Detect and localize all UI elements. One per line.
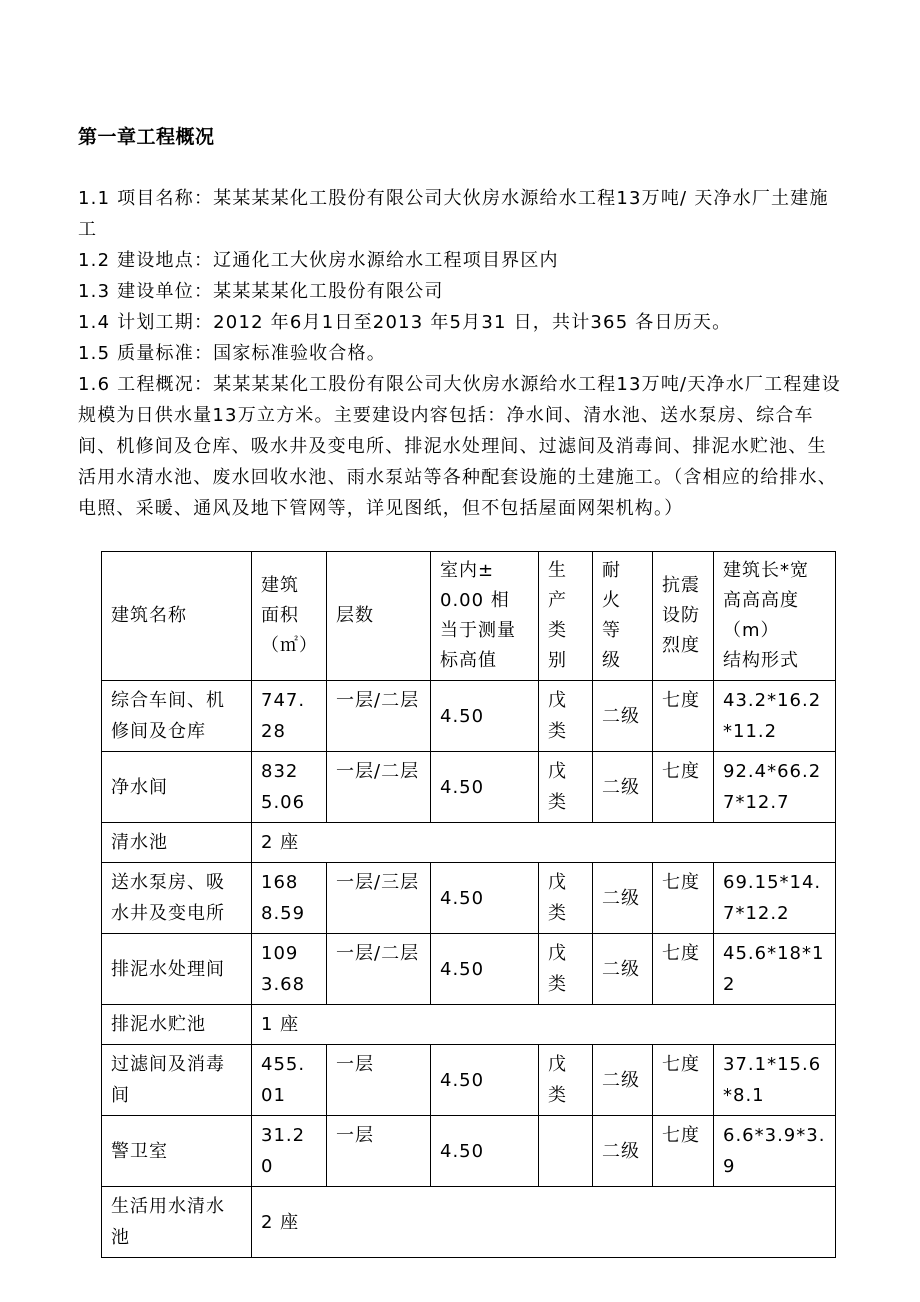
item-label: 1.6 工程概况：	[78, 374, 214, 395]
header-line: 设防	[662, 605, 700, 626]
table-header-cell	[327, 552, 431, 681]
dimensions-cell: 92.4*66.27*12.7	[714, 752, 836, 823]
building-spec-table	[101, 551, 836, 1258]
table-row	[102, 1187, 836, 1258]
class-cell: 戊类	[539, 752, 593, 823]
elevation-cell: 4.50	[431, 934, 539, 1005]
item-label: 1.1 项目名称：	[78, 188, 214, 209]
area-cell: 31.20	[252, 1116, 327, 1187]
item-text: 国家标准验收合格。	[213, 343, 386, 364]
item-overview	[78, 369, 843, 524]
item-label: 1.4 计划工期：	[78, 312, 214, 333]
fire-rating-cell: 二级	[593, 934, 653, 1005]
table-row	[102, 863, 836, 934]
header-line: （㎡）	[261, 635, 318, 656]
class-cell: 戊类	[539, 1045, 593, 1116]
elevation-cell: 4.50	[431, 681, 539, 752]
table-header-cell	[102, 552, 252, 681]
header-line: 抗震	[662, 575, 700, 596]
table-row	[102, 1005, 836, 1045]
header-line: （m）	[723, 620, 780, 641]
quantity-cell: 2 座	[252, 1187, 836, 1258]
item-text: 2012 年6月1日至2013 年5月31 日，共计365 各日历天。	[213, 312, 732, 333]
header-line: 标高值	[440, 650, 497, 671]
table-header-cell	[653, 552, 714, 681]
header-line: 高高高度	[723, 590, 799, 611]
floors-cell: 一层	[327, 1045, 431, 1116]
dimensions-cell: 43.2*16.2*11.2	[714, 681, 836, 752]
header-line: 类	[548, 620, 567, 641]
dimensions-cell: 6.6*3.9*3.9	[714, 1116, 836, 1187]
header-line: 建筑名称	[111, 605, 187, 626]
elevation-cell: 4.50	[431, 752, 539, 823]
area-cell: 747.28	[252, 681, 327, 752]
table-header-cell	[431, 552, 539, 681]
dimensions-cell: 37.1*15.6*8.1	[714, 1045, 836, 1116]
table-row	[102, 823, 836, 863]
class-cell	[539, 1116, 593, 1187]
class-cell: 戊类	[539, 934, 593, 1005]
floors-cell: 一层/二层	[327, 934, 431, 1005]
item-location	[78, 245, 843, 276]
area-cell: 455.01	[252, 1045, 327, 1116]
header-line: 耐	[602, 560, 621, 581]
building-name-cell: 排泥水处理间	[102, 934, 252, 1005]
table-header-cell	[714, 552, 836, 681]
table-header-cell	[539, 552, 593, 681]
table-row	[102, 752, 836, 823]
building-name-cell: 过滤间及消毒间	[102, 1045, 252, 1116]
floors-cell: 一层/二层	[327, 752, 431, 823]
header-line: 0.00 相	[440, 590, 510, 611]
building-name-cell: 生活用水清水池	[102, 1187, 252, 1258]
class-cell: 戊类	[539, 863, 593, 934]
header-line: 级	[602, 650, 621, 671]
elevation-cell: 4.50	[431, 1116, 539, 1187]
seismic-cell: 七度	[653, 752, 714, 823]
building-name-cell: 综合车间、机修间及仓库	[102, 681, 252, 752]
header-line: 产	[548, 590, 567, 611]
area-cell: 8325.06	[252, 752, 327, 823]
header-line: 等	[602, 620, 621, 641]
building-name-cell: 警卫室	[102, 1116, 252, 1187]
floors-cell: 一层	[327, 1116, 431, 1187]
item-owner	[78, 276, 843, 307]
elevation-cell: 4.50	[431, 863, 539, 934]
seismic-cell: 七度	[653, 934, 714, 1005]
item-label: 1.5 质量标准：	[78, 343, 214, 364]
seismic-cell: 七度	[653, 1045, 714, 1116]
item-schedule	[78, 307, 843, 338]
building-name-cell: 净水间	[102, 752, 252, 823]
fire-rating-cell: 二级	[593, 863, 653, 934]
elevation-cell: 4.50	[431, 1045, 539, 1116]
item-text: 辽通化工大伙房水源给水工程项目界区内	[213, 250, 559, 271]
header-line: 建筑长*宽	[723, 560, 809, 581]
table-header-cell	[252, 552, 327, 681]
item-project-name	[78, 183, 843, 245]
header-line: 当于测量	[440, 620, 516, 641]
table-header-cell	[593, 552, 653, 681]
item-quality	[78, 338, 843, 369]
header-line: 烈度	[662, 635, 700, 656]
table-header-row	[102, 552, 836, 681]
header-line: 层数	[336, 605, 374, 626]
quantity-cell: 1 座	[252, 1005, 836, 1045]
table-row	[102, 934, 836, 1005]
item-text: 某某某某化工股份有限公司大伙房水源给水工程13万吨/ 天净水厂土建施工	[78, 188, 829, 240]
table-row	[102, 1045, 836, 1116]
header-line: 建筑	[261, 575, 299, 596]
header-line: 结构形式	[723, 650, 799, 671]
class-cell: 戊类	[539, 681, 593, 752]
quantity-cell: 2 座	[252, 823, 836, 863]
chapter-title: 第一章工程概况	[78, 126, 215, 148]
dimensions-cell: 69.15*14.7*12.2	[714, 863, 836, 934]
area-cell: 1093.68	[252, 934, 327, 1005]
building-name-cell: 排泥水贮池	[102, 1005, 252, 1045]
floors-cell: 一层/二层	[327, 681, 431, 752]
building-name-cell: 清水池	[102, 823, 252, 863]
header-line: 别	[548, 650, 567, 671]
fire-rating-cell: 二级	[593, 681, 653, 752]
header-line: 生	[548, 560, 567, 581]
header-line: 室内±	[440, 560, 495, 581]
fire-rating-cell: 二级	[593, 1116, 653, 1187]
header-line: 面积	[261, 605, 299, 626]
table-row	[102, 1116, 836, 1187]
item-text: 某某某某化工股份有限公司	[213, 281, 444, 302]
seismic-cell: 七度	[653, 681, 714, 752]
area-cell: 1688.59	[252, 863, 327, 934]
dimensions-cell: 45.6*18*12	[714, 934, 836, 1005]
seismic-cell: 七度	[653, 1116, 714, 1187]
header-line: 火	[602, 590, 621, 611]
item-label: 1.3 建设单位：	[78, 281, 214, 302]
table-row	[102, 681, 836, 752]
fire-rating-cell: 二级	[593, 1045, 653, 1116]
floors-cell: 一层/三层	[327, 863, 431, 934]
fire-rating-cell: 二级	[593, 752, 653, 823]
item-label: 1.2 建设地点：	[78, 250, 214, 271]
seismic-cell: 七度	[653, 863, 714, 934]
building-name-cell: 送水泵房、吸水井及变电所	[102, 863, 252, 934]
item-text: 某某某某化工股份有限公司大伙房水源给水工程13万吨/天净水厂工程建设规模为日供水量13万立方米。主要建设内容包括：净水间、清水池、送水泵房、综合车间、机修间及仓库、吸水井及变电所、排泥水处理间、过滤间及消毒间、排泥水贮池、生活用水清水池、废水回收水池、雨水泵站等各种配套设施的土建施工。（含相应的给排水、电照、采暖、通风及地下管网等，详见图纸，但不包括屋面网架机构。）	[78, 374, 841, 519]
